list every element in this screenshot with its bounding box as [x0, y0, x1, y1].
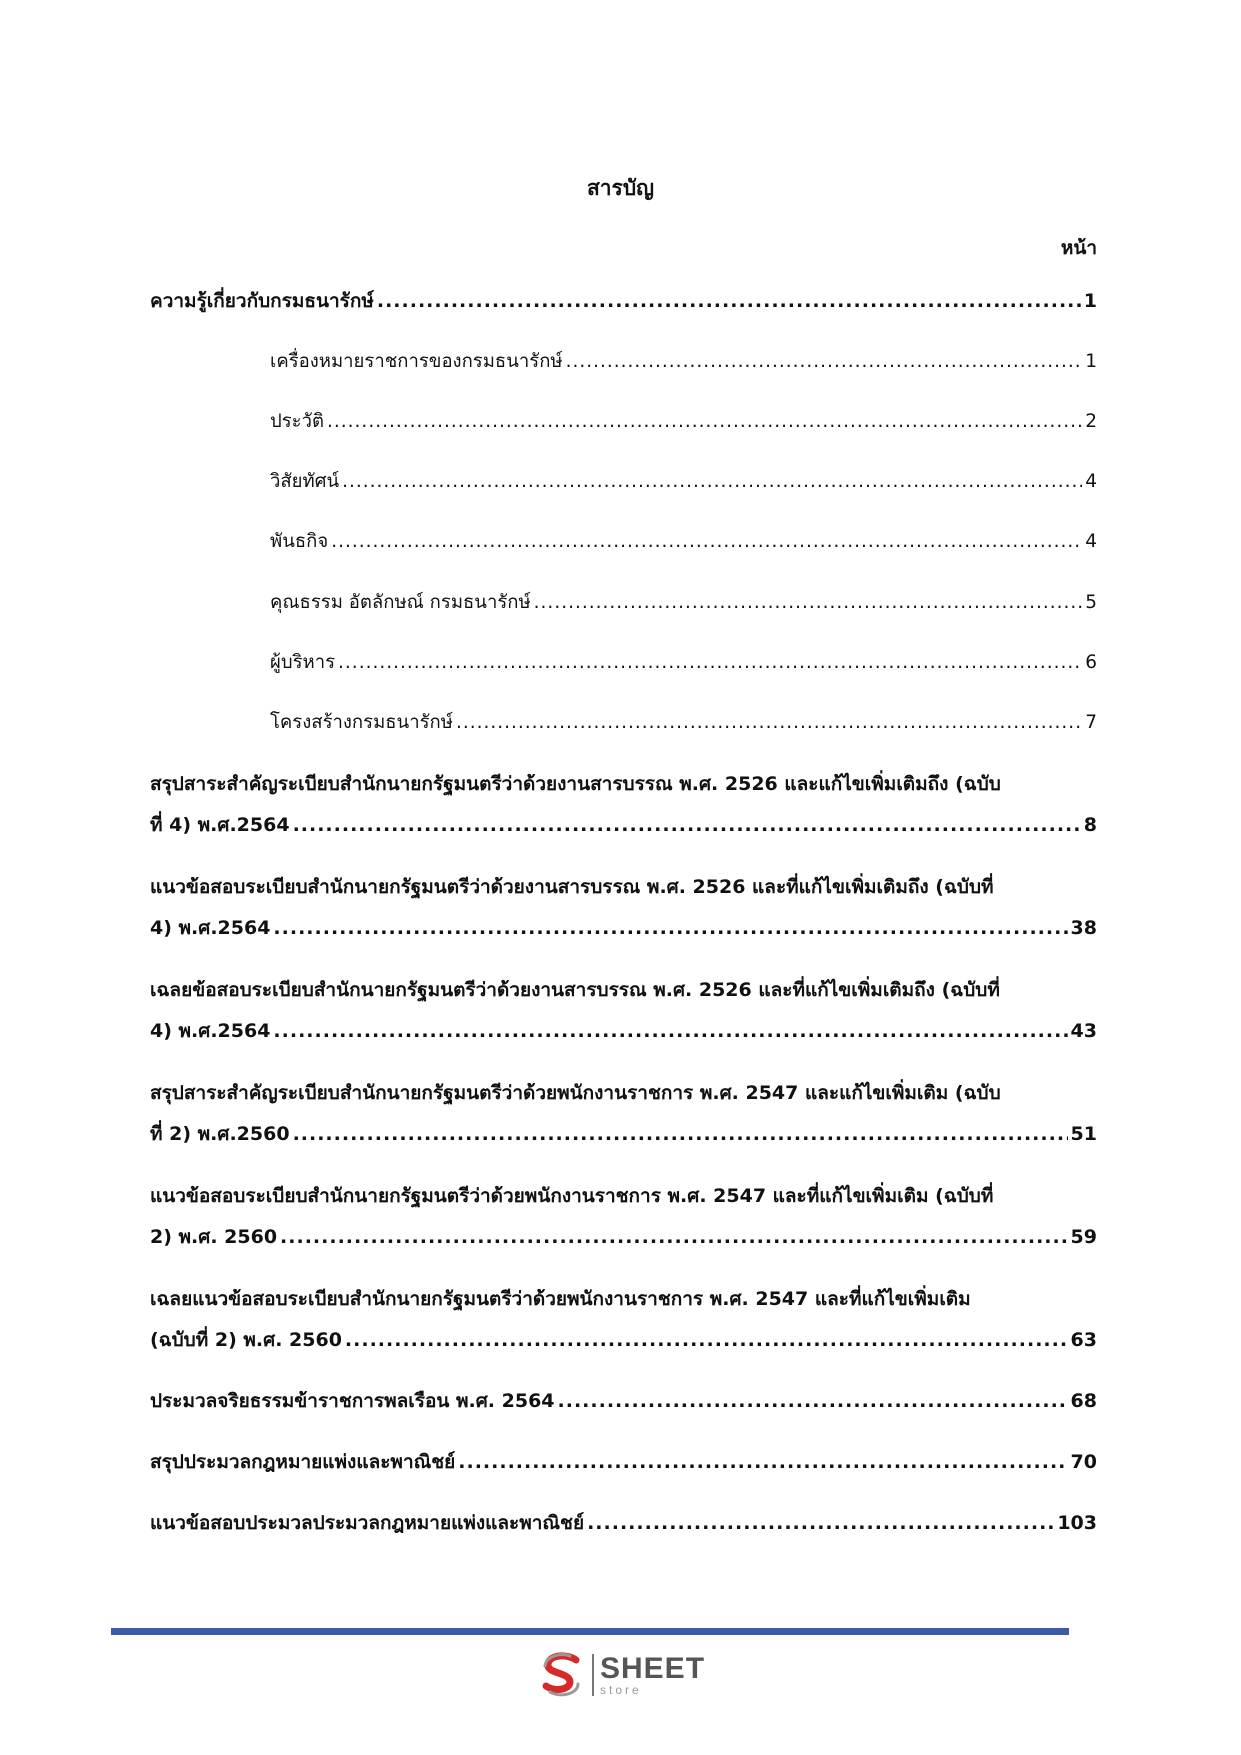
toc-subentry[interactable]: [270, 590, 1097, 616]
logo-subword: store: [600, 1683, 642, 1697]
toc-leader-dots: [456, 710, 1082, 736]
toc-entry-page: 51: [1070, 1123, 1097, 1145]
toc-entry-page: 63: [1070, 1329, 1097, 1351]
toc-entry-title: เครื่องหมายราชการของกรมธนารักษ์: [270, 351, 563, 372]
toc-subentry[interactable]: [270, 469, 1097, 495]
toc-subentry[interactable]: [270, 529, 1097, 555]
toc-leader-dots: [331, 529, 1082, 555]
toc-entry-page: 1: [1083, 290, 1097, 312]
toc-entry-page: 1: [1085, 351, 1097, 372]
toc-entry-title: แนวข้อสอบประมวลประมวลกฎหมายแพ่งและพาณิชย์: [150, 1512, 585, 1534]
toc-entry-page: 4: [1085, 531, 1097, 552]
toc-entry-page: 4: [1085, 471, 1097, 492]
toc-entry-page: 70: [1070, 1451, 1097, 1473]
toc-entry-title[interactable]: แนวข้อสอบระเบียบสำนักนายกรัฐมนตรีว่าด้วยงานสารบรรณ พ.ศ. 2526 และที่แก้ไขเพิ่มเติมถึง (ฉบับที่: [150, 876, 994, 898]
page-number-header: หน้า: [1060, 237, 1097, 259]
toc-entry-title[interactable]: แนวข้อสอบระเบียบสำนักนายกรัฐมนตรีว่าด้วยพนักงานราชการ พ.ศ. 2547 และที่แก้ไขเพิ่มเติม (ฉบับที่: [150, 1185, 994, 1207]
toc-entry[interactable]: [150, 1121, 1097, 1147]
toc-subentry[interactable]: [270, 710, 1097, 736]
logo-word: SHEET: [600, 1652, 706, 1685]
toc-entry-title-cont: ที่ 4) พ.ศ.2564: [150, 814, 290, 836]
toc-leader-dots: [293, 1121, 1068, 1147]
toc-leader-dots: [342, 469, 1082, 495]
sheet-store-logo: [540, 1650, 705, 1700]
toc-leader-dots: [534, 590, 1083, 616]
footer-divider: [111, 1628, 1069, 1635]
toc-entry-title: ความรู้เกี่ยวกับกรมธนารักษ์: [150, 290, 374, 312]
toc-entry-page: 43: [1070, 1020, 1097, 1042]
toc-entry-title-cont: (ฉบับที่ 2) พ.ศ. 2560: [150, 1329, 342, 1351]
toc-subentry[interactable]: [270, 349, 1097, 375]
toc-entry-title: คุณธรรม อัตลักษณ์ กรมธนารักษ์: [270, 592, 531, 613]
toc-entry-title: สรุปประมวลกฎหมายแพ่งและพาณิชย์: [150, 1451, 456, 1473]
toc-entry-title: ประมวลจริยธรรมข้าราชการพลเรือน พ.ศ. 2564: [150, 1390, 555, 1412]
toc-entry-title: ประวัติ: [270, 411, 325, 432]
toc-entry-title-cont: 4) พ.ศ.2564: [150, 917, 271, 939]
toc-entry-title[interactable]: สรุปสาระสำคัญระเบียบสำนักนายกรัฐมนตรีว่าด้วยพนักงานราชการ พ.ศ. 2547 และแก้ไขเพิ่มเติม (ฉบับ: [150, 1082, 1001, 1104]
toc-entry-page: 103: [1057, 1512, 1097, 1534]
toc-entry[interactable]: [150, 915, 1097, 941]
toc-entry-title[interactable]: สรุปสาระสำคัญระเบียบสำนักนายกรัฐมนตรีว่าด้วยงานสารบรรณ พ.ศ. 2526 และแก้ไขเพิ่มเติมถึง (ฉบับ: [150, 773, 1001, 795]
sheet-logo-icon: [540, 1652, 584, 1698]
toc-leader-dots: [293, 812, 1081, 838]
toc-entry-page: 2: [1085, 411, 1097, 432]
toc-leader-dots: [273, 915, 1067, 941]
toc-entry[interactable]: [150, 812, 1097, 838]
toc-entry[interactable]: [150, 1224, 1097, 1250]
toc-entry-title: พันธกิจ: [270, 531, 329, 552]
toc-entry[interactable]: [150, 1510, 1097, 1536]
toc-leader-dots: [327, 409, 1082, 435]
toc-entry-page: 8: [1083, 814, 1097, 836]
toc-leader-dots: [273, 1018, 1067, 1044]
toc-entry-title: ผู้บริหาร: [270, 652, 336, 673]
toc-entry-title-cont: 2) พ.ศ. 2560: [150, 1226, 278, 1248]
toc-entry[interactable]: [150, 1388, 1097, 1414]
toc-leader-dots: [587, 1510, 1054, 1536]
toc-leader-dots: [566, 349, 1083, 375]
toc-subentry[interactable]: [270, 409, 1097, 435]
toc-entry-title[interactable]: เฉลยแนวข้อสอบระเบียบสำนักนายกรัฐมนตรีว่าด้วยพนักงานราชการ พ.ศ. 2547 และที่แก้ไขเพิ่มเติม: [150, 1288, 971, 1310]
toc-entry-page: 59: [1070, 1226, 1097, 1248]
toc-entry-page: 38: [1070, 917, 1097, 939]
toc-leader-dots: [377, 288, 1081, 314]
toc-subentry[interactable]: [270, 650, 1097, 676]
toc-entry-title: วิสัยทัศน์: [270, 471, 340, 492]
toc-entry[interactable]: [150, 1449, 1097, 1475]
toc-entry-page: 5: [1085, 592, 1097, 613]
toc-entry-page: 68: [1070, 1390, 1097, 1412]
toc-entry-page: 7: [1085, 712, 1097, 733]
toc-leader-dots: [280, 1224, 1068, 1250]
toc-entry-title-cont: 4) พ.ศ.2564: [150, 1020, 271, 1042]
toc-leader-dots: [338, 650, 1082, 676]
toc-leader-dots: [458, 1449, 1067, 1475]
toc-entry-title: โครงสร้างกรมธนารักษ์: [270, 712, 453, 733]
toc-entry-title[interactable]: เฉลยข้อสอบระเบียบสำนักนายกรัฐมนตรีว่าด้วยงานสารบรรณ พ.ศ. 2526 และที่แก้ไขเพิ่มเติมถึง (ฉบับที่: [150, 979, 1000, 1001]
toc-entry[interactable]: [150, 1018, 1097, 1044]
toc-entry[interactable]: [150, 288, 1097, 314]
toc-leader-dots: [345, 1327, 1068, 1353]
page-title: สารบัญ: [586, 176, 655, 200]
toc-entry[interactable]: [150, 1327, 1097, 1353]
toc-leader-dots: [558, 1388, 1068, 1414]
toc-entry-title-cont: ที่ 2) พ.ศ.2560: [150, 1123, 290, 1145]
toc-entry-page: 6: [1085, 652, 1097, 673]
